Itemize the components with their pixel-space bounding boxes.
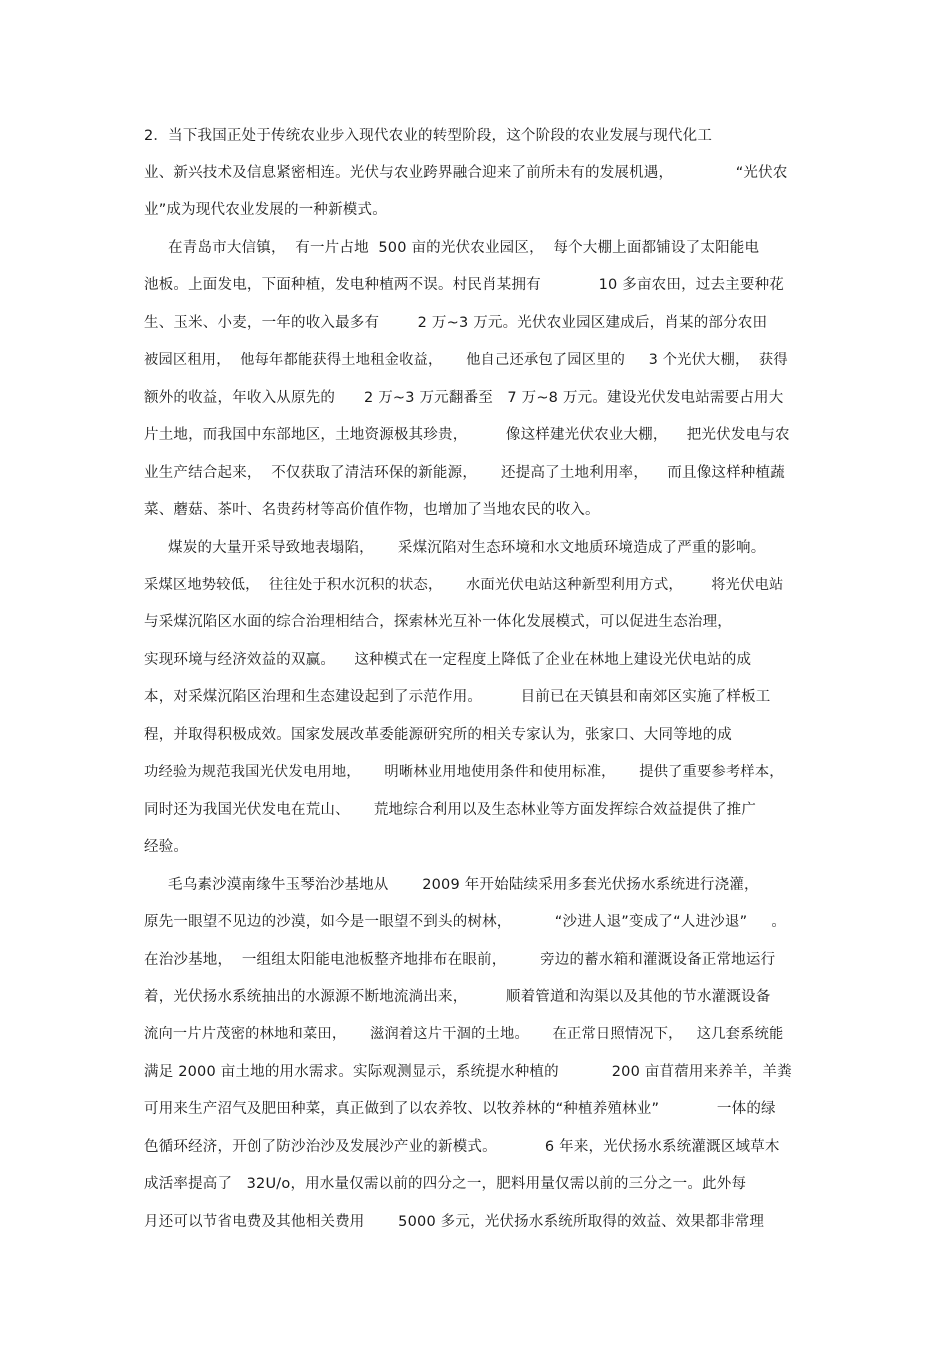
text-line: 额外的收益，年收入从原先的 2 万~3 万元翻番至 7 万~8 万元。建设光伏发电站需要占用大 [144, 390, 784, 406]
text-line: 菜、蘑菇、茶叶、名贵药材等高价值作物，也增加了当地农民的收入。 [144, 502, 600, 518]
text-line: 满足 2000 亩土地的用水需求。实际观测显示，系统提水种植的 200 亩苜蓿用来养羊，羊粪 [144, 1064, 792, 1080]
text-line: 经验。 [144, 839, 189, 855]
text-line: 在治沙基地， 一组组太阳能电池板整齐地排布在眼前， 旁边的蓄水箱和灌溉设备正常地运行 [144, 952, 776, 968]
text-line: 2．当下我国正处于传统农业步入现代农业的转型阶段，这个阶段的农业发展与现代化工 [144, 128, 713, 144]
text-line: 可用来生产沼气及肥田种菜，真正做到了以农养牧、以牧养林的“种植养殖林业” 一体的绿 [144, 1101, 776, 1117]
text-line: 成活率提高了 32U/o，用水量仅需以前的四分之一，肥料用量仅需以前的三分之一。此外每 [144, 1176, 747, 1192]
text-line: 着，光伏扬水系统抽出的水源源不断地流淌出来， 顺着管道和沟渠以及其他的节水灌溉设备 [144, 989, 771, 1005]
text-line: 月还可以节省电费及其他相关费用 5000 多元，光伏扬水系统所取得的效益、效果都非常理 [144, 1214, 765, 1230]
text-line: 片土地，而我国中东部地区，土地资源极其珍贵， 像这样建光伏农业大棚， 把光伏发电与农 [144, 427, 790, 443]
text-line: 被园区租用， 他每年都能获得土地租金收益， 他自己还承包了园区里的 3 个光伏大棚， 获得 [144, 352, 788, 368]
text-line: 实现环境与经济效益的双赢。 这种模式在一定程度上降低了企业在林地上建设光伏电站的成 [144, 652, 752, 668]
text-line: 煤炭的大量开采导致地表塌陷， 采煤沉陷对生态环境和水文地质环境造成了严重的影响。 [144, 540, 766, 556]
text-line: 在青岛市大信镇， 有一片占地 500 亩的光伏农业园区， 每个大棚上面都铺设了太阳能电 [144, 240, 760, 256]
text-line: 同时还为我国光伏发电在荒山、 荒地综合利用以及生态林业等方面发挥综合效益提供了推广 [144, 802, 757, 818]
text-line: 流向一片片茂密的林地和菜田， 滋润着这片干涸的土地。 在正常日照情况下， 这几套系统能 [144, 1026, 784, 1042]
text-line: 程，并取得积极成效。国家发展改革委能源研究所的相关专家认为，张家口、大同等地的成 [144, 727, 732, 743]
text-line: 本，对采煤沉陷区治理和生态建设起到了示范作用。 目前已在天镇县和南郊区实施了样板工 [144, 689, 771, 705]
text-line: 功经验为规范我国光伏发电用地， 明晰林业用地使用条件和使用标准， 提供了重要参考样本， [144, 764, 784, 780]
text-line: 业生产结合起来， 不仅获取了清洁环保的新能源， 还提高了土地利用率， 而且像这样种植蔬 [144, 465, 785, 481]
text-line: 池板。上面发电，下面种植，发电种植两不误。村民肖某拥有 10 多亩农田，过去主要种花 [144, 277, 784, 293]
text-line: 采煤区地势较低， 往往处于积水沉积的状态， 水面光伏电站这种新型利用方式， 将光伏电站 [144, 577, 784, 593]
text-line: 生、玉米、小麦，一年的收入最多有 2 万~3 万元。光伏农业园区建成后，肖某的部分农田 [144, 315, 768, 331]
text-line: 毛乌素沙漠南缘牛玉琴治沙基地从 2009 年开始陆续采用多套光伏扬水系统进行浇灌， [144, 877, 759, 893]
text-line: 与采煤沉陷区水面的综合治理相结合，探索林光互补一体化发展模式，可以促进生态治理， [144, 614, 732, 630]
text-line: 业、新兴技术及信息紧密相连。光伏与农业跨界融合迎来了前所未有的发展机遇， “光伏农 [144, 165, 788, 181]
text-line: 原先一眼望不见边的沙漠，如今是一眼望不到头的树林， “沙进人退”变成了“人进沙退” 。 [144, 914, 787, 930]
text-line: 色循环经济，开创了防沙治沙及发展沙产业的新模式。 6 年来，光伏扬水系统灌溉区域草木 [144, 1139, 780, 1155]
text-line: 业”成为现代农业发展的一种新模式。 [144, 202, 387, 218]
